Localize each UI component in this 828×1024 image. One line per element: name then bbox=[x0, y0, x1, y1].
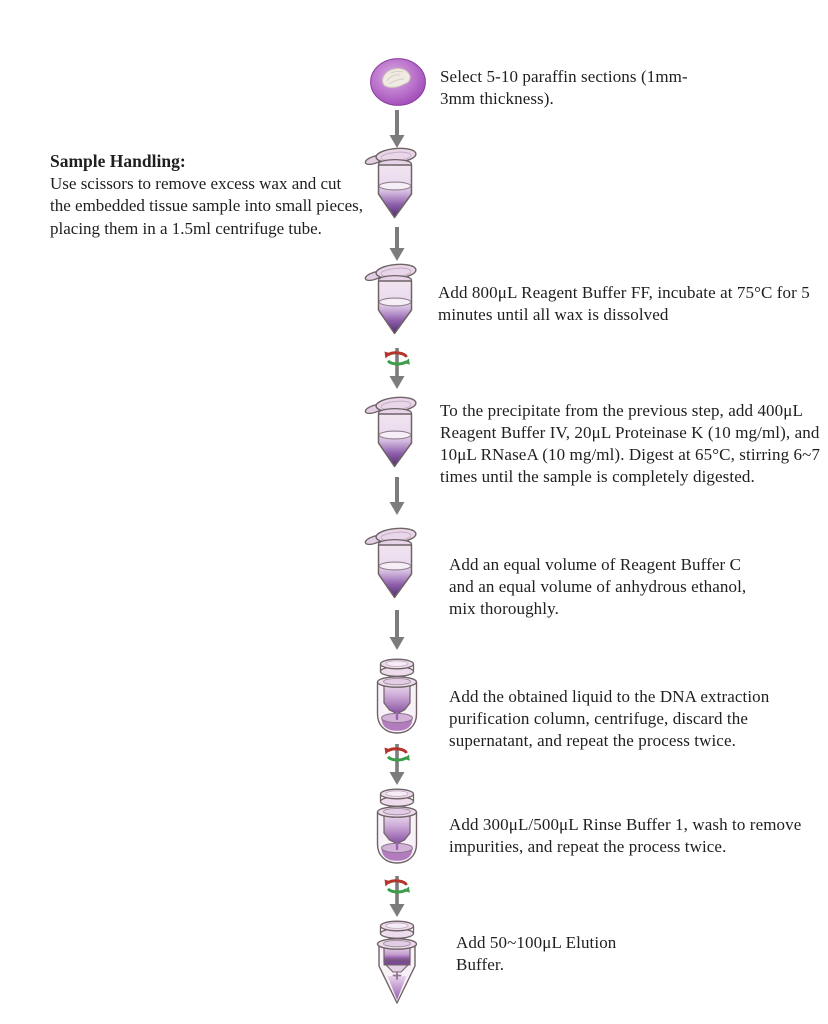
paraffin-sections-icon bbox=[369, 57, 427, 107]
centrifuge-tube-icon bbox=[363, 262, 427, 340]
stir-down-arrow-icon bbox=[380, 346, 414, 390]
sample-handling-title: Sample Handling: bbox=[50, 151, 186, 171]
conical-spin-column-icon bbox=[368, 918, 426, 1006]
down-arrow-icon bbox=[388, 227, 406, 261]
stir-down-arrow-icon bbox=[380, 742, 414, 786]
centrifuge-tube-icon bbox=[363, 526, 427, 604]
stir-down-arrow-icon bbox=[380, 874, 414, 918]
centrifuge-tube-icon bbox=[363, 146, 427, 224]
step-5-text: Add an equal volume of Reagent Buffer C and an equal volume of anhydrous ethanol, mix thoroughly. bbox=[449, 555, 747, 618]
spin-column-icon bbox=[368, 656, 426, 740]
step-4-text: To the precipitate from the previous step, add 400μL Reagent Buffer IV, 20μL Proteinase K (10 mg/ml), and 10μL RNaseA (10 mg/ml). Digest at 65°C, stirring 6~7 times until the sample is completely digested. bbox=[440, 401, 821, 486]
centrifuge-tube-icon bbox=[363, 395, 427, 473]
sample-handling-body: Use scissors to remove excess wax and cut the embedded tissue sample into small pieces, placing them in a 1.5ml centrifuge tube. bbox=[50, 173, 364, 238]
step-8-text: Add 50~100μL Elution Buffer. bbox=[456, 933, 617, 974]
down-arrow-icon bbox=[388, 610, 406, 650]
down-arrow-icon bbox=[388, 477, 406, 515]
sample-handling-note bbox=[50, 150, 365, 240]
step-6-text: Add the obtained liquid to the DNA extraction purification column, centrifuge, discard the supernatant, and repeat the process twice. bbox=[449, 687, 770, 750]
spin-column-icon bbox=[368, 786, 426, 870]
step-7-text: Add 300μL/500μL Rinse Buffer 1, wash to remove impurities, and repeat the process twice. bbox=[449, 815, 802, 856]
down-arrow-icon bbox=[388, 110, 406, 148]
step-3-text: Add 800μL Reagent Buffer FF, incubate at 75°C for 5 minutes until all wax is dissolved bbox=[438, 283, 810, 324]
step-1-text: Select 5-10 paraffin sections (1mm-3mm thickness). bbox=[440, 67, 688, 108]
